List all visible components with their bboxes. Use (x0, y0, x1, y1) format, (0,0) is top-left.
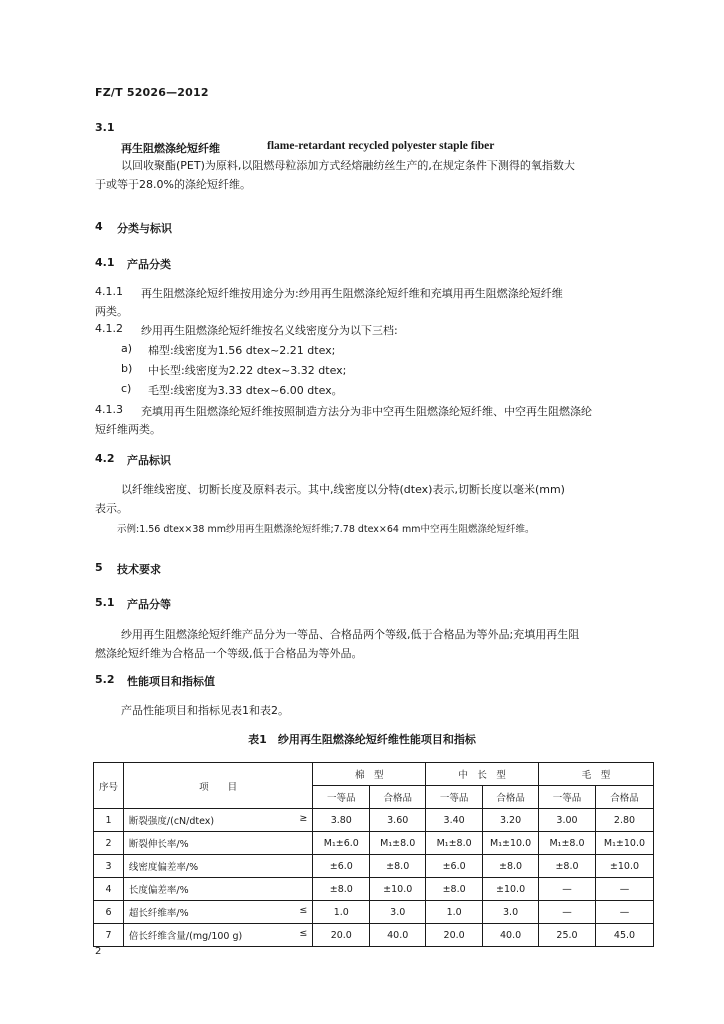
header-item: 项 目 (123, 763, 312, 809)
section-4-1-2-number: 4.1.2 (95, 322, 123, 335)
list-item-c-mark: c) (121, 382, 132, 395)
header-grade-first: 一等品 (539, 786, 596, 809)
cell-value: 40.0 (483, 924, 539, 947)
section-4-title: 分类与标识 (117, 222, 172, 235)
list-item-c: 毛型:线密度为3.33 dtex~6.00 dtex。 (148, 384, 343, 397)
header-mid-length-type: 中 长 型 (426, 763, 539, 786)
section-4-1-2-line-1: 纱用再生阻燃涤纶短纤维按名义线密度分为以下三档: (141, 324, 398, 337)
cell-value: ±8.0 (483, 855, 539, 878)
header-grade-first: 一等品 (426, 786, 483, 809)
cell-value: 40.0 (370, 924, 426, 947)
cell-symbol: ≤ (299, 905, 308, 916)
standard-number: FZ/T 52026—2012 (95, 86, 209, 99)
section-5-2-number: 5.2 (95, 673, 115, 686)
definition-line-2: 于或等于28.0%的涤纶短纤维。 (95, 178, 251, 191)
cell-seq: 7 (94, 924, 124, 947)
cell-value: 2.80 (595, 809, 653, 832)
section-4-number: 4 (95, 220, 103, 233)
cell-value: ±8.0 (426, 878, 483, 901)
section-4-1-3-line-1: 充填用再生阻燃涤纶短纤维按照制造方法分为非中空再生阻燃涤纶短纤维、中空再生阻燃涤纶 (141, 405, 592, 418)
cell-value: 1.0 (426, 901, 483, 924)
definition-line-1: 以回收聚酯(PET)为原料,以阻燃母粒添加方式经熔融纺丝生产的,在规定条件下测得的氧指数大 (121, 159, 575, 172)
section-5-1-number: 5.1 (95, 596, 115, 609)
table-row (94, 809, 654, 832)
cell-value: M₁±6.0 (313, 832, 370, 855)
section-4-1-3-line-2: 短纤维两类。 (95, 423, 161, 436)
cell-item (123, 924, 312, 947)
cell-value: ±8.0 (539, 855, 596, 878)
cell-value: M₁±8.0 (370, 832, 426, 855)
cell-item (123, 832, 312, 855)
cell-value: 25.0 (539, 924, 596, 947)
section-4-1-1-line-2: 两类。 (95, 305, 128, 318)
cell-item-label: 断裂伸长率/% (128, 839, 189, 850)
header-grade-qualified: 合格品 (370, 786, 426, 809)
section-5-2-line-1: 产品性能项目和指标见表1和表2。 (121, 704, 289, 717)
cell-item-label: 断裂强度/(cN/dtex) (128, 816, 215, 827)
table-row (94, 832, 654, 855)
section-4-1-number: 4.1 (95, 256, 115, 269)
section-4-1-title: 产品分类 (127, 258, 171, 271)
table-row (94, 901, 654, 924)
cell-value: ±10.0 (483, 878, 539, 901)
cell-value: ±6.0 (426, 855, 483, 878)
cell-value: ±6.0 (313, 855, 370, 878)
section-4-2-title: 产品标识 (127, 454, 171, 467)
cell-item-label: 倍长纤维含量/(mg/100 g) (128, 931, 243, 942)
section-5-1-line-1: 纱用再生阻燃涤纶短纤维产品分为一等品、合格品两个等级,低于合格品为等外品;充填用再生阻 (121, 628, 580, 641)
section-5-1-title: 产品分等 (127, 598, 171, 611)
cell-value: 3.60 (370, 809, 426, 832)
cell-symbol: ≥ (299, 813, 308, 824)
cell-value: 1.0 (313, 901, 370, 924)
header-wool-type: 毛 型 (539, 763, 654, 786)
cell-value: 20.0 (313, 924, 370, 947)
table-1 (93, 762, 654, 947)
cell-value: M₁±8.0 (539, 832, 596, 855)
cell-value: — (539, 901, 596, 924)
cell-value: ±8.0 (313, 878, 370, 901)
list-item-b: 中长型:线密度为2.22 dtex~3.32 dtex; (148, 364, 347, 377)
cell-item (123, 809, 312, 832)
cell-value: 3.0 (370, 901, 426, 924)
section-4-1-1-number: 4.1.1 (95, 285, 123, 298)
cell-seq: 2 (94, 832, 124, 855)
section-4-1-3-number: 4.1.3 (95, 403, 123, 416)
table-row (94, 878, 654, 901)
cell-value: 3.80 (313, 809, 370, 832)
section-4-2-line-2: 表示。 (95, 502, 128, 515)
section-4-2-number: 4.2 (95, 452, 115, 465)
cell-value: ±8.0 (370, 855, 426, 878)
cell-item (123, 901, 312, 924)
section-5-number: 5 (95, 561, 103, 574)
term-chinese: 再生阻燃涤纶短纤维 (121, 142, 220, 155)
table-header-row-1 (94, 763, 654, 786)
page-number: 2 (95, 946, 102, 957)
cell-seq: 3 (94, 855, 124, 878)
section-4-1-1-line-1: 再生阻燃涤纶短纤维按用途分为:纱用再生阻燃涤纶短纤维和充填用再生阻燃涤纶短纤维 (141, 287, 563, 300)
cell-value: ±10.0 (595, 855, 653, 878)
cell-value: ±10.0 (370, 878, 426, 901)
cell-value: M₁±8.0 (426, 832, 483, 855)
header-cotton-type: 棉 型 (313, 763, 426, 786)
cell-value: 3.00 (539, 809, 596, 832)
section-5-1-line-2: 燃涤纶短纤维为合格品一个等级,低于合格品为等外品。 (95, 647, 363, 660)
cell-seq: 6 (94, 901, 124, 924)
cell-item (123, 878, 312, 901)
cell-value: — (539, 878, 596, 901)
term-english: flame-retardant recycled polyester staple fiber (267, 140, 495, 152)
header-grade-first: 一等品 (313, 786, 370, 809)
cell-value: 3.20 (483, 809, 539, 832)
header-grade-qualified: 合格品 (483, 786, 539, 809)
header-grade-qualified: 合格品 (595, 786, 653, 809)
table-row (94, 924, 654, 947)
table-row (94, 855, 654, 878)
list-item-a: 棉型:线密度为1.56 dtex~2.21 dtex; (148, 344, 336, 357)
cell-item (123, 855, 312, 878)
header-seq: 序号 (94, 763, 124, 809)
cell-seq: 4 (94, 878, 124, 901)
cell-item-label: 长度偏差率/% (128, 885, 189, 896)
cell-value: — (595, 878, 653, 901)
cell-item-label: 超长纤维率/% (128, 908, 189, 919)
cell-value: 45.0 (595, 924, 653, 947)
cell-value: 3.0 (483, 901, 539, 924)
cell-value: 3.40 (426, 809, 483, 832)
section-3-1-number: 3.1 (95, 121, 115, 134)
cell-value: M₁±10.0 (483, 832, 539, 855)
list-item-a-mark: a) (121, 342, 133, 355)
table-1-caption: 表1 纱用再生阻燃涤纶短纤维性能项目和指标 (248, 733, 476, 746)
cell-symbol: ≤ (299, 928, 308, 939)
section-5-title: 技术要求 (117, 563, 161, 576)
cell-value: — (595, 901, 653, 924)
cell-value: 20.0 (426, 924, 483, 947)
cell-item-label: 线密度偏差率/% (128, 862, 199, 873)
section-4-2-line-1: 以纤维线密度、切断长度及原料表示。其中,线密度以分特(dtex)表示,切断长度以毫米(mm) (121, 483, 565, 496)
list-item-b-mark: b) (121, 362, 133, 375)
cell-value: M₁±10.0 (595, 832, 653, 855)
cell-seq: 1 (94, 809, 124, 832)
example-note: 示例:1.56 dtex×38 mm纱用再生阻燃涤纶短纤维;7.78 dtex×64 mm中空再生阻燃涤纶短纤维。 (117, 524, 535, 535)
section-5-2-title: 性能项目和指标值 (127, 675, 215, 688)
